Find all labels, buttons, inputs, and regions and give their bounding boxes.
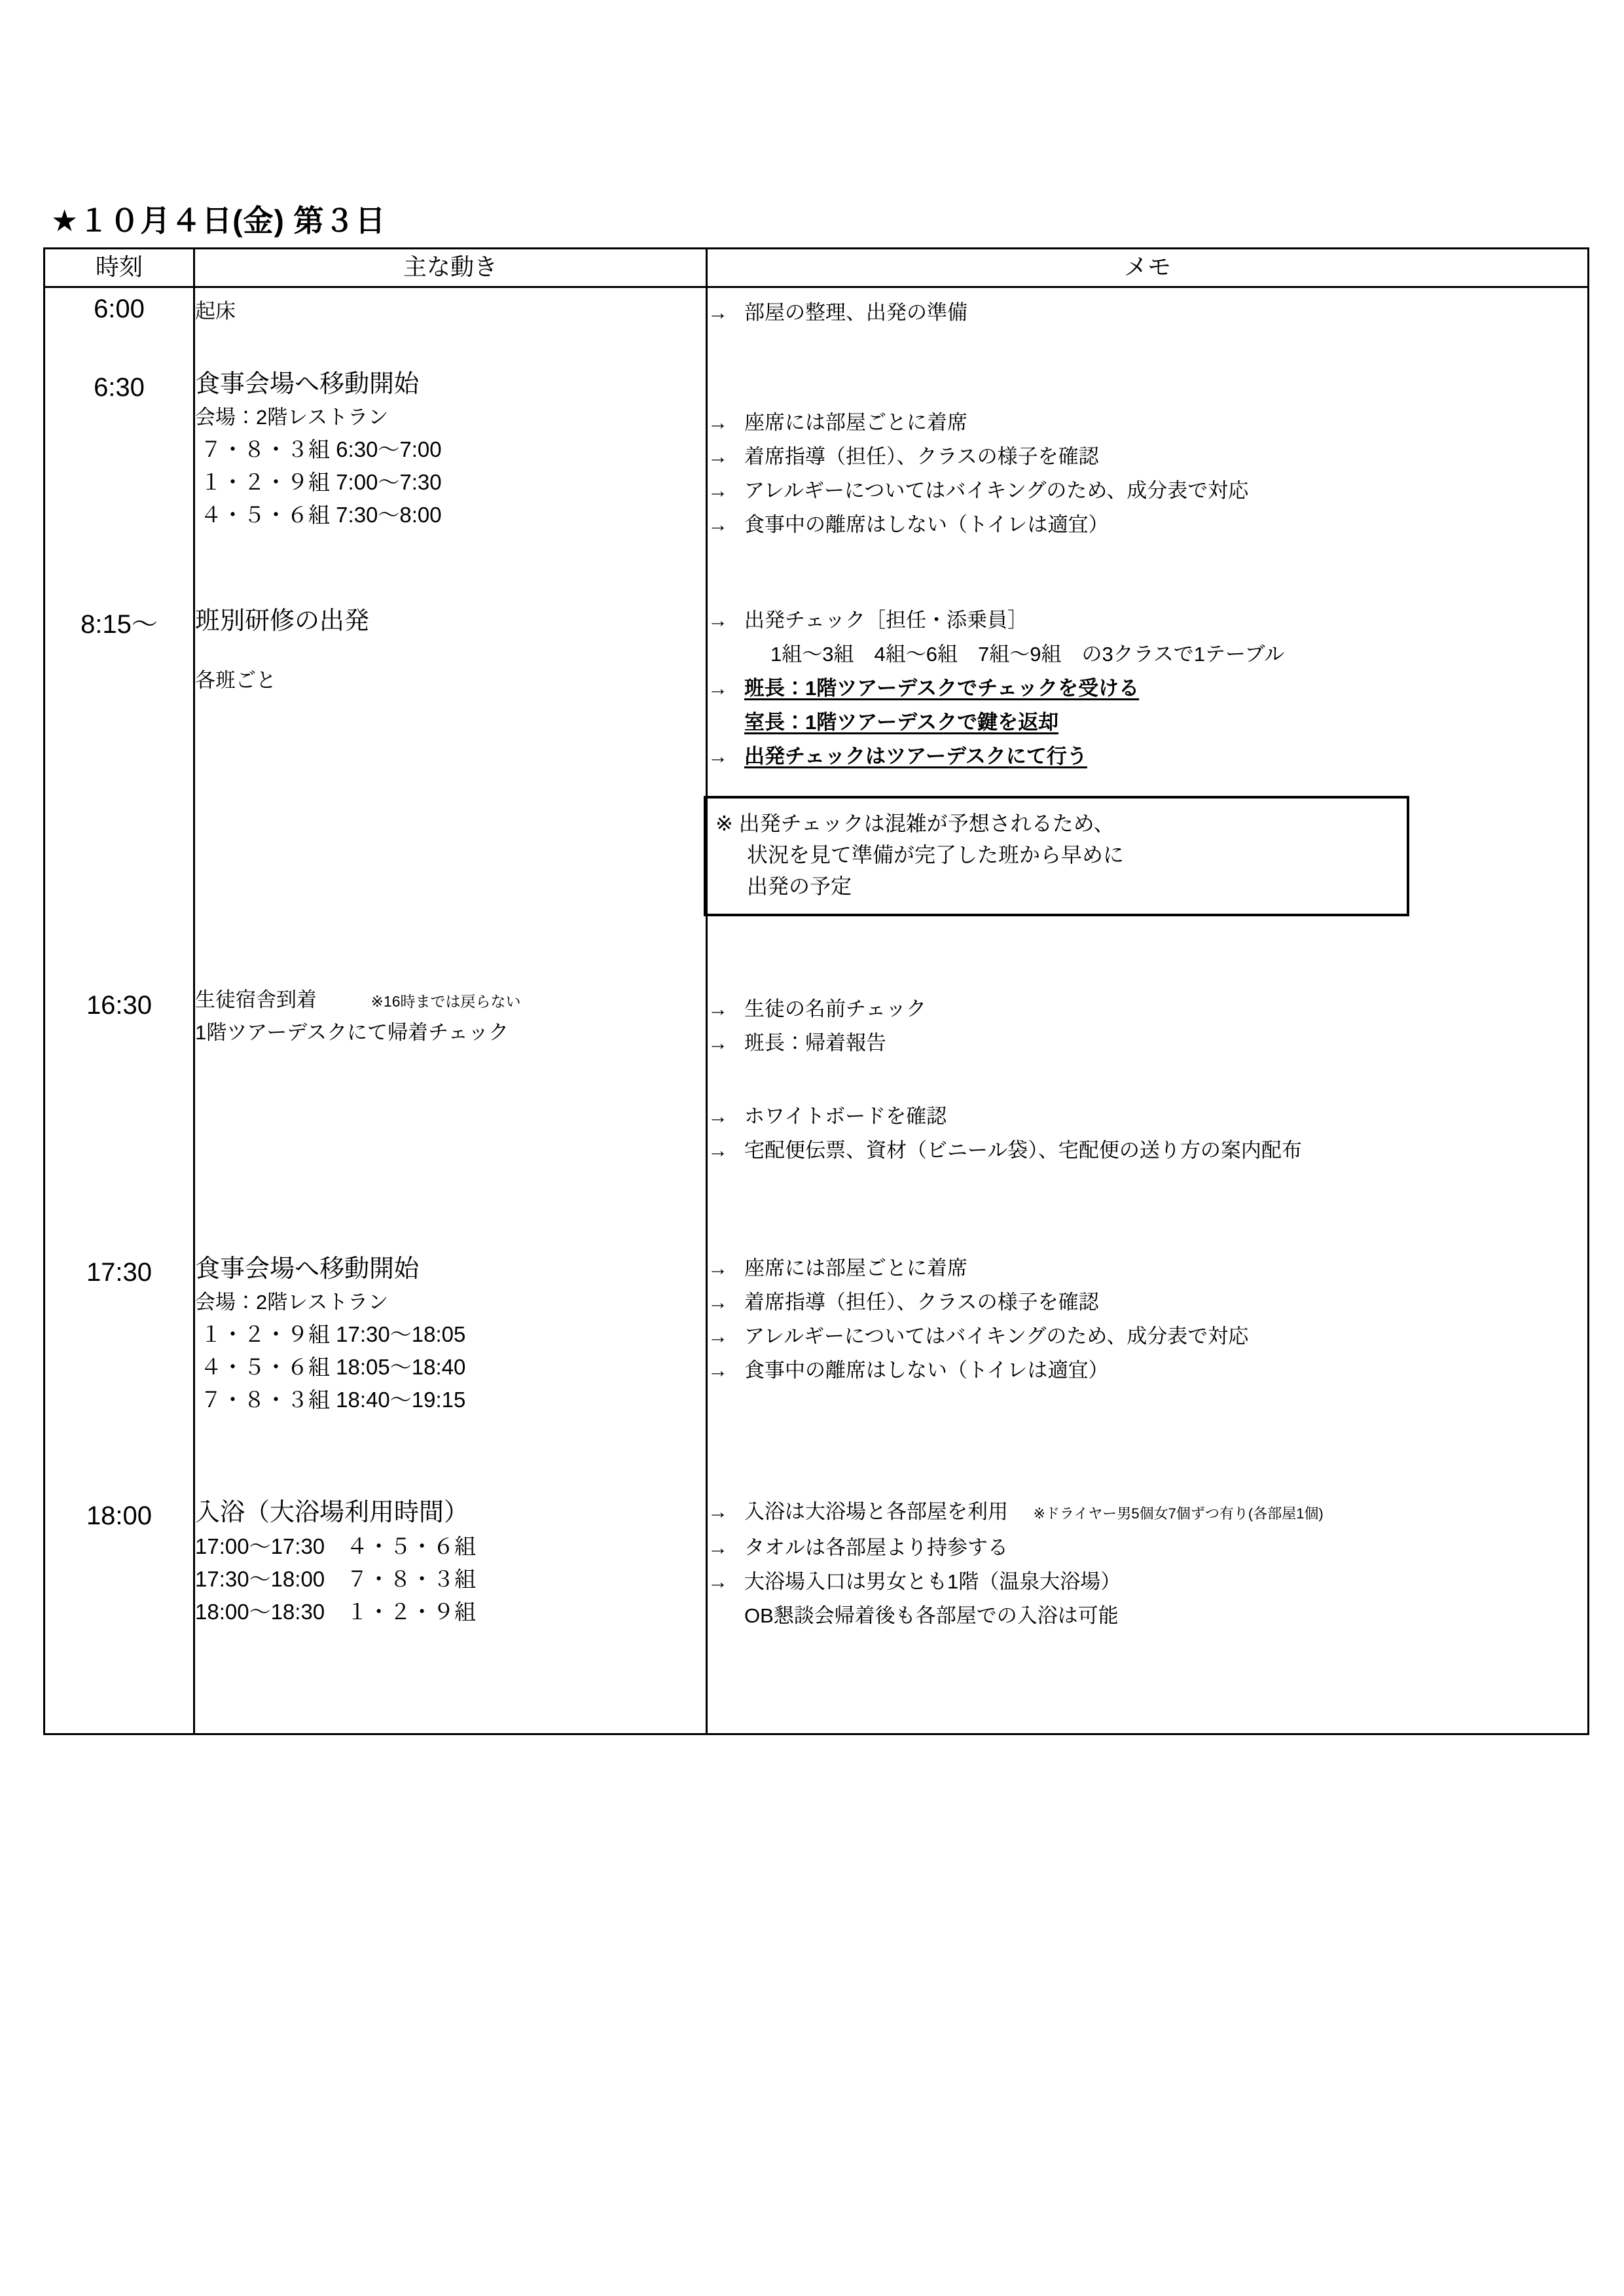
table-row bbox=[45, 367, 1589, 571]
arrow-icon: → bbox=[708, 1536, 728, 1559]
memo-item bbox=[708, 1100, 1587, 1134]
bath-slot: 17:30〜18:00 ７・８・３組 bbox=[195, 1567, 477, 1591]
arrow-icon: → bbox=[708, 745, 728, 768]
bath-slot: 17:00〜17:30 ４・５・６組 bbox=[195, 1534, 477, 1558]
cell-time bbox=[45, 571, 194, 984]
memo-item bbox=[708, 1495, 1587, 1531]
activity-title: 班別研修の出発 bbox=[195, 607, 370, 635]
cell-main-activity bbox=[194, 287, 707, 367]
memo-text: タオルは各部屋より持参する bbox=[744, 1536, 1008, 1559]
memo-text: 入浴は大浴場と各部屋を利用 bbox=[744, 1500, 1008, 1523]
activity-venue: 会場：2階レストラン bbox=[195, 1291, 389, 1314]
meal-slot: ４・５・６組 7:30〜8:00 bbox=[200, 503, 442, 527]
memo-item bbox=[708, 1354, 1587, 1388]
cell-memo bbox=[707, 287, 1589, 367]
spacer bbox=[195, 1232, 706, 1251]
table-row bbox=[45, 984, 1589, 1232]
memo-text: 食事中の離席はしない（トイレは適宜） bbox=[744, 1359, 1109, 1382]
callout-line: 出発の予定 bbox=[747, 874, 852, 898]
schedule-table bbox=[43, 247, 1589, 1735]
memo-text: 着席指導（担任）、クラスの様子を確認 bbox=[744, 445, 1099, 468]
memo-item bbox=[708, 1531, 1587, 1565]
meal-slot: ４・５・６組 18:05〜18:40 bbox=[200, 1355, 466, 1379]
memo-item bbox=[708, 603, 1587, 637]
memo-item bbox=[708, 1026, 1587, 1060]
spacer bbox=[195, 1153, 706, 1232]
memo-text: 室長：1階ツアーデスクで鍵を返却 bbox=[744, 711, 1059, 734]
activity-venue: 会場：2階レストラン bbox=[195, 406, 389, 429]
cell-main-activity bbox=[194, 367, 707, 571]
memo-text: 生徒の名前チェック bbox=[744, 997, 927, 1020]
spacer bbox=[708, 1469, 1587, 1495]
spacer bbox=[708, 367, 1587, 406]
column-header-memo: メモ bbox=[707, 249, 1589, 287]
spacer bbox=[708, 1232, 1587, 1251]
memo-text: 班長：帰着報告 bbox=[744, 1031, 886, 1054]
arrow-icon: → bbox=[708, 1257, 728, 1280]
memo-item bbox=[708, 1251, 1587, 1285]
time-label: 16:30 bbox=[86, 991, 153, 1020]
cell-main-activity bbox=[194, 1469, 707, 1734]
time-label: 6:00 bbox=[94, 295, 145, 323]
table-row bbox=[45, 287, 1589, 367]
memo-item bbox=[708, 706, 1587, 740]
activity-title: 入浴（大浴場利用時間） bbox=[195, 1499, 469, 1526]
cell-memo bbox=[707, 1232, 1589, 1469]
arrow-icon: → bbox=[708, 677, 728, 700]
arrow-icon: → bbox=[708, 1139, 728, 1162]
memo-text: 班長：1階ツアーデスクでチェックを受ける bbox=[744, 677, 1140, 700]
activity-title: 食事会場へ移動開始 bbox=[195, 370, 420, 398]
spacer bbox=[195, 801, 706, 906]
memo-text: 着席指導（担任）、クラスの様子を確認 bbox=[744, 1291, 1099, 1314]
spacer bbox=[195, 1469, 706, 1495]
arrow-icon: → bbox=[708, 513, 728, 536]
memo-text: 部屋の整理、出発の準備 bbox=[744, 301, 967, 324]
time-label: 18:00 bbox=[86, 1501, 153, 1530]
cell-time bbox=[45, 1469, 194, 1734]
spacer bbox=[195, 696, 706, 801]
meal-slot: １・２・９組 7:00〜7:30 bbox=[200, 470, 442, 494]
arrow-icon: → bbox=[708, 1570, 728, 1593]
spacer bbox=[708, 1633, 1587, 1712]
memo-text: 1組〜3組 4組〜6組 7組〜9組 の3クラスで1テーブル bbox=[770, 643, 1285, 666]
memo-text: アレルギーについてはバイキングのため、成分表で対応 bbox=[744, 479, 1249, 502]
arrow-icon: → bbox=[708, 1500, 728, 1523]
memo-item bbox=[708, 672, 1587, 706]
memo-item bbox=[708, 474, 1587, 508]
arrow-icon: → bbox=[708, 301, 728, 324]
hairdryer-note: ※ドライヤー男5個女7個ずつ有り(各部屋1個) bbox=[1033, 1505, 1324, 1522]
memo-item bbox=[708, 1285, 1587, 1319]
header-row bbox=[45, 249, 1589, 287]
cell-memo bbox=[707, 984, 1589, 1232]
memo-item bbox=[708, 637, 1587, 672]
memo-text: 大浴場入口は男女とも1階（温泉大浴場） bbox=[744, 1570, 1121, 1593]
table-row bbox=[45, 571, 1589, 984]
memo-text: 食事中の離席はしない（トイレは適宜） bbox=[744, 513, 1109, 536]
spacer bbox=[195, 531, 706, 571]
table-row bbox=[45, 1232, 1589, 1469]
table-header bbox=[45, 249, 1589, 287]
memo-item bbox=[708, 740, 1587, 774]
cell-main-activity bbox=[194, 984, 707, 1232]
spacer bbox=[45, 1232, 193, 1251]
cell-memo bbox=[707, 1469, 1589, 1734]
cell-time bbox=[45, 984, 194, 1232]
memo-item bbox=[708, 1565, 1587, 1599]
callout-line: 状況を見て準備が完了した班から早めに bbox=[747, 843, 1125, 867]
memo-item bbox=[708, 1319, 1587, 1354]
activity-detail: 1階ツアーデスクにて帰着チェック bbox=[195, 1021, 509, 1044]
spacer bbox=[45, 1469, 193, 1495]
spacer bbox=[708, 288, 1587, 296]
column-header-time: 時刻 bbox=[45, 249, 194, 287]
arrow-icon: → bbox=[708, 1359, 728, 1382]
memo-item bbox=[708, 440, 1587, 474]
spacer bbox=[195, 327, 706, 367]
spacer bbox=[195, 639, 706, 665]
memo-text: 宅配便伝票、資材（ビニール袋）、宅配便の送り方の案内配布 bbox=[744, 1139, 1302, 1162]
spacer bbox=[45, 571, 193, 603]
memo-text: 出発チェック［担任・添乗員］ bbox=[744, 609, 1028, 632]
memo-text: 座席には部屋ごとに着席 bbox=[744, 1257, 967, 1280]
spacer bbox=[195, 1628, 706, 1733]
memo-text: アレルギーについてはバイキングのため、成分表で対応 bbox=[744, 1325, 1249, 1348]
memo-text: OB懇談会帰着後も各部屋での入浴は可能 bbox=[744, 1604, 1119, 1627]
column-header-main-activity: 主な動き bbox=[194, 249, 707, 287]
spacer bbox=[195, 571, 706, 603]
memo-text: 座席には部屋ごとに着席 bbox=[744, 411, 967, 434]
arrow-icon: → bbox=[708, 1031, 728, 1054]
spacer bbox=[195, 1049, 706, 1153]
bath-slot: 18:00〜18:30 １・２・９組 bbox=[195, 1600, 477, 1624]
arrow-icon: → bbox=[708, 1325, 728, 1348]
cell-memo bbox=[707, 571, 1589, 984]
cell-time bbox=[45, 1232, 194, 1469]
activity-title bbox=[195, 984, 706, 1017]
memo-item bbox=[708, 1599, 1587, 1633]
callout-box bbox=[704, 796, 1409, 916]
meal-slot: ７・８・３組 6:30〜7:00 bbox=[200, 437, 442, 461]
activity-inline-note: ※16時までは戻らない bbox=[370, 993, 521, 1010]
arrow-icon: → bbox=[708, 1291, 728, 1314]
activity-title-text: 生徒宿舎到着 bbox=[195, 988, 317, 1011]
arrow-icon: → bbox=[708, 609, 728, 632]
activity-title: 起床 bbox=[195, 300, 236, 323]
memo-item bbox=[708, 508, 1587, 542]
spacer bbox=[195, 288, 706, 296]
table-body bbox=[45, 287, 1589, 1734]
arrow-icon: → bbox=[708, 997, 728, 1020]
memo-text: 出発チェックはツアーデスクにて行う bbox=[744, 745, 1087, 768]
activity-title: 食事会場へ移動開始 bbox=[195, 1255, 420, 1283]
cell-time bbox=[45, 287, 194, 367]
cell-main-activity bbox=[194, 571, 707, 984]
callout-line: ※ 出発チェックは混雑が予想されるため、 bbox=[715, 812, 1115, 835]
spacer bbox=[708, 1060, 1587, 1100]
arrow-icon: → bbox=[708, 1105, 728, 1128]
memo-item bbox=[708, 406, 1587, 440]
time-label: 17:30 bbox=[86, 1258, 153, 1287]
spacer bbox=[195, 1416, 706, 1469]
arrow-icon: → bbox=[708, 445, 728, 468]
meal-slot: １・２・９組 17:30〜18:05 bbox=[200, 1322, 466, 1346]
time-label: 8:15〜 bbox=[81, 610, 158, 639]
time-label: 6:30 bbox=[94, 373, 145, 402]
cell-main-activity bbox=[194, 1232, 707, 1469]
memo-text: ホワイトボードを確認 bbox=[744, 1105, 947, 1128]
activity-detail: 各班ごと bbox=[195, 669, 276, 692]
spacer bbox=[195, 906, 706, 984]
memo-item bbox=[708, 992, 1587, 1026]
arrow-icon: → bbox=[708, 479, 728, 502]
cell-time bbox=[45, 367, 194, 571]
arrow-icon: → bbox=[708, 411, 728, 434]
memo-item bbox=[708, 1134, 1587, 1168]
table-row bbox=[45, 1469, 1589, 1734]
page-title: ★１０月４日(金) 第３日 bbox=[51, 204, 386, 238]
spacer bbox=[708, 571, 1587, 603]
memo-item bbox=[708, 296, 1587, 330]
cell-memo bbox=[707, 367, 1589, 571]
spacer bbox=[708, 984, 1587, 992]
meal-slot: ７・８・３組 18:40〜19:15 bbox=[200, 1388, 466, 1412]
